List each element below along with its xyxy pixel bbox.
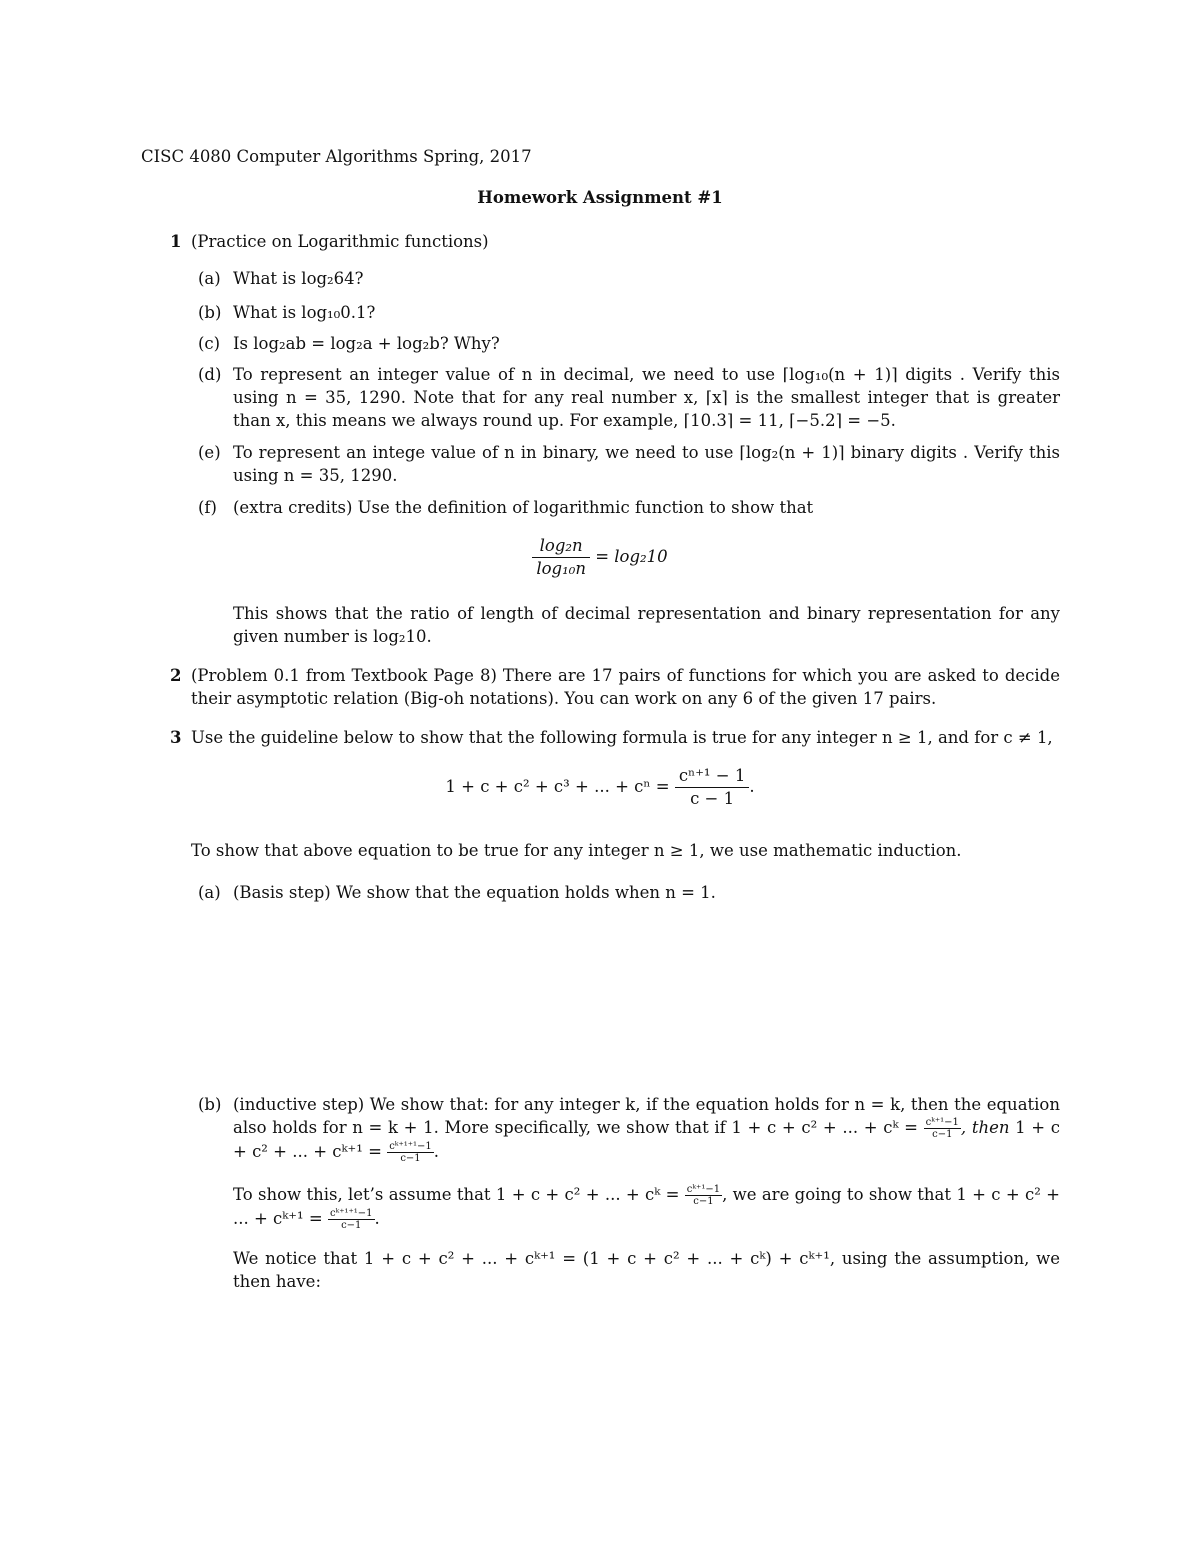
text-period: . xyxy=(433,1142,440,1161)
q3-part-a xyxy=(198,881,1060,904)
numerator: cᵏ⁺¹−1 xyxy=(686,1184,721,1195)
inductive-step-text: (inductive step) We show that: for any integer k, if the equation holds for n = k, then the equation also holds for n = k + 1. More specifically, we show that if 1 + c + c² + ... + cᵏ = xyxy=(233,1095,1060,1137)
part-text: To represent an intege value of n in binary, we need to use ⌈log₂(n + 1)⌉ binary digits . Verify this using n = 35, 1290. xyxy=(233,443,1060,485)
part-label: (f) xyxy=(198,498,217,517)
numerator: log₂n xyxy=(532,535,590,558)
q1-part-c xyxy=(198,332,1060,355)
part-text xyxy=(233,1093,1060,1164)
part-text: (Basis step) We show that the equation holds when n = 1. xyxy=(233,883,716,902)
numerator: cᵏ⁺¹⁺¹−1 xyxy=(389,1141,432,1152)
question-3 xyxy=(170,726,1060,749)
question-number: 2 xyxy=(170,666,182,685)
question-1 xyxy=(170,230,1060,253)
part-text: What is log₁₀0.1? xyxy=(233,303,376,322)
fraction xyxy=(328,1208,375,1231)
denominator: c−1 xyxy=(932,1129,953,1140)
part-label: (b) xyxy=(198,303,222,322)
part-label: (a) xyxy=(198,883,221,902)
part-text: Is log₂ab = log₂a + log₂b? Why? xyxy=(233,334,500,353)
q1-f-conclusion: This shows that the ratio of length of decimal representation and binary representation for any given number is log₂10. xyxy=(233,604,1060,646)
induction-text: To show that above equation to be true for any integer n ≥ 1, we use mathematic induction. xyxy=(191,841,962,860)
question-number: 3 xyxy=(170,728,182,747)
denominator: c−1 xyxy=(693,1196,714,1207)
part-label: (b) xyxy=(198,1095,222,1114)
part-text: What is log₂64? xyxy=(233,269,364,288)
numerator: cᵏ⁺¹−1 xyxy=(925,1117,959,1128)
q1-part-f xyxy=(198,496,1060,519)
numerator: cⁿ⁺¹ − 1 xyxy=(675,765,750,788)
fraction xyxy=(924,1117,961,1140)
text-then: , then xyxy=(960,1118,1010,1137)
numerator: cᵏ⁺¹⁺¹−1 xyxy=(329,1208,373,1219)
page-title: Homework Assignment #1 xyxy=(477,188,723,207)
part-label: (e) xyxy=(198,443,221,462)
log-ratio-equation xyxy=(0,535,1200,580)
assumption-text: To show this, let’s assume that 1 + c + c² + ... + cᵏ = xyxy=(233,1185,680,1204)
inductive-goal: 1 + c + c² + ... + cᵏ⁺¹ = xyxy=(233,1118,1060,1161)
q3-part-b xyxy=(198,1093,1060,1164)
part-label: (c) xyxy=(198,334,221,353)
geometric-series-formula xyxy=(0,765,1200,810)
course-header: CISC 4080 Computer Algorithms Spring, 2017 xyxy=(141,147,532,166)
assumption-mid: , we are going to show that 1 + c + c² + ... + cᵏ⁺¹ = xyxy=(233,1185,1060,1228)
denominator: c − 1 xyxy=(690,789,735,808)
text-period: . xyxy=(374,1209,380,1228)
part-label: (d) xyxy=(198,365,222,384)
q1-part-d xyxy=(198,363,1060,432)
question-2-text: (Problem 0.1 from Textbook Page 8) There are 17 pairs of functions for which you are asked to decide their asymptotic relation (Big-oh notations). You can work on any 6 of the given 17 pairs. xyxy=(191,666,1060,708)
q1-part-b xyxy=(198,301,1060,324)
part-text: To represent an integer value of n in decimal, we need to use ⌈log₁₀(n + 1)⌉ digits . Verify this using n = 35, 1290. Note that for any real number x, ⌈x⌉ is the smallest integer that is greater than x, this means we always round up. For example, ⌈10.3⌉ = 11, ⌈−5.2⌉ = −5. xyxy=(233,365,1060,430)
question-3-text: Use the guideline below to show that the following formula is true for any integer n ≥ 1, and for c ≠ 1, xyxy=(191,728,1053,747)
induction-intro xyxy=(191,839,1060,862)
fraction xyxy=(387,1141,434,1164)
q3-b-notice: We notice that 1 + c + c² + ... + cᵏ⁺¹ = (1 + c + c² + ... + cᵏ) + cᵏ⁺¹, using the assumption, we then have: xyxy=(233,1249,1060,1291)
denominator: c−1 xyxy=(400,1153,421,1164)
q3-b-assumption xyxy=(233,1183,1060,1231)
formula-lhs: 1 + c + c² + c³ + ... + cⁿ = xyxy=(445,777,670,796)
equation-rhs: = log₂10 xyxy=(595,547,668,566)
question-number: 1 xyxy=(170,232,182,251)
fraction xyxy=(685,1184,722,1207)
part-text: (extra credits) Use the definition of logarithmic function to show that xyxy=(233,498,814,517)
fraction xyxy=(532,535,590,580)
fraction xyxy=(675,765,750,810)
formula-end: . xyxy=(749,777,755,796)
q1-part-a xyxy=(198,267,1060,290)
denominator: log₁₀n xyxy=(536,559,586,578)
denominator: c−1 xyxy=(341,1220,362,1231)
part-label: (a) xyxy=(198,269,221,288)
q1-part-e xyxy=(198,441,1060,487)
question-1-intro: (Practice on Logarithmic functions) xyxy=(191,232,489,251)
question-2 xyxy=(170,664,1060,710)
